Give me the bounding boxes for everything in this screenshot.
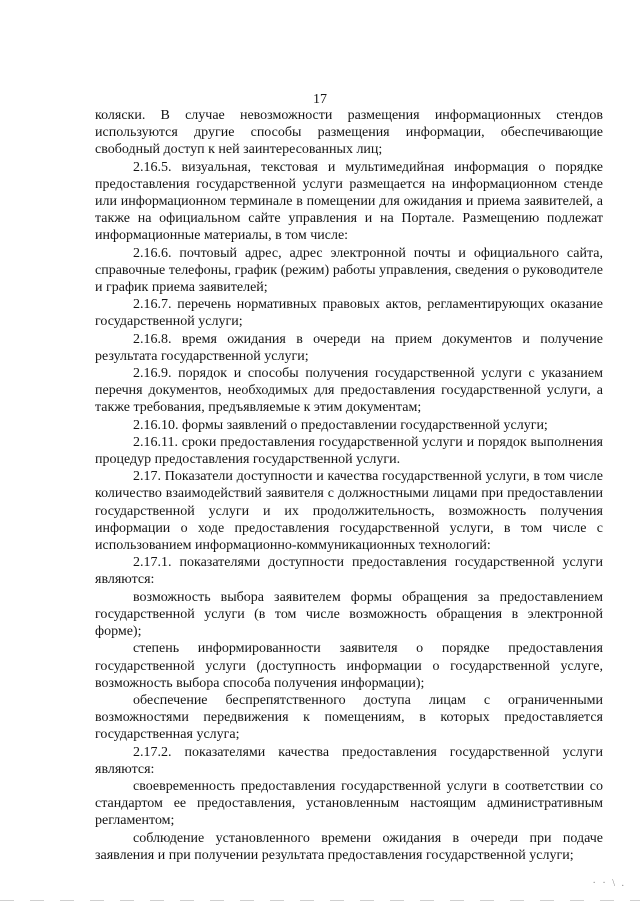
paragraph: 2.16.6. почтовый адрес, адрес электронной почты и официального сайта, справочные телефоны, график (режим) работы управления, сведения о руководителе и график приема заявителей;: [95, 245, 603, 296]
scan-edge-line: [0, 900, 640, 901]
paragraph: 2.16.5. визуальная, текстовая и мультимедийная информация о порядке предоставления государственной услуги размещается на информационном стенде или информационном терминале в помещении для ожидания и приема заявителей, а также на официальном сайте управления и на Портале. Размещению подлежат информационные материалы, в том числе:: [95, 159, 603, 244]
paragraph: степень информированности заявителя о порядке предоставления государственной услуги (доступность информации о государственной услуге, возможность выбора способа получения информации);: [95, 641, 603, 691]
paragraph: обеспечение беспрепятственного доступа лицам с ограниченными возможностями передвижения к помещениям, в которых предоставляется государственная услуга;: [95, 692, 603, 743]
page-number: 17: [313, 92, 327, 107]
paragraph: 2.17. Показатели доступности и качества государственной услуги, в том числе количество взаимодействий заявителя с должностными лицами при предоставлении государственной услуги и их продолжительность, возможность получения информации о ходе предоставления государственной услуги, в том числе с использованием информационно-коммуникационных технологий:: [95, 469, 603, 554]
paragraph: своевременность предоставления государственной услуги в соответствии со стандартом ее предоставления, установленным настоящим административным регламентом;: [95, 778, 603, 829]
paragraph: 2.16.8. время ожидания в очереди на прием документов и получение результата государственной услуги;: [95, 331, 603, 364]
paragraph: 2.16.10. формы заявлений о предоставлении государственной услуги;: [133, 417, 548, 433]
paragraph: коляски. В случае невозможности размещения информационных стендов используются другие способы размещения информации, обеспечивающие свободный доступ к ней заинтересованных лиц;: [95, 108, 603, 158]
paragraph: 2.16.9. порядок и способы получения государственной услуги с указанием перечня документов, необходимых для предоставления государственной услуги, а также требования, предъявляемые к этим документам;: [95, 366, 603, 416]
paragraph: 2.17.1. показателями доступности предоставления государственной услуги являются:: [95, 555, 603, 588]
paragraph: 2.17.2. показателями качества предоставления государственной услуги являются:: [95, 744, 603, 777]
paragraph: 2.16.7. перечень нормативных правовых актов, регламентирующих оказание государственной услуги;: [95, 297, 603, 330]
document-body: [95, 107, 603, 864]
paragraph: 2.16.11. сроки предоставления государственной услуги и порядок выполнения процедур предоставления государственной услуги.: [95, 434, 603, 468]
scan-artifact-mark: · · \ .: [592, 878, 626, 889]
paragraph: возможность выбора заявителем формы обращения за предоставлением государственной услуги (в том числе возможность обращения в электронной форме);: [95, 589, 603, 640]
paragraph: соблюдение установленного времени ожидания в очереди при подаче заявления и при получении результата предоставления государственной услуги;: [95, 830, 603, 863]
